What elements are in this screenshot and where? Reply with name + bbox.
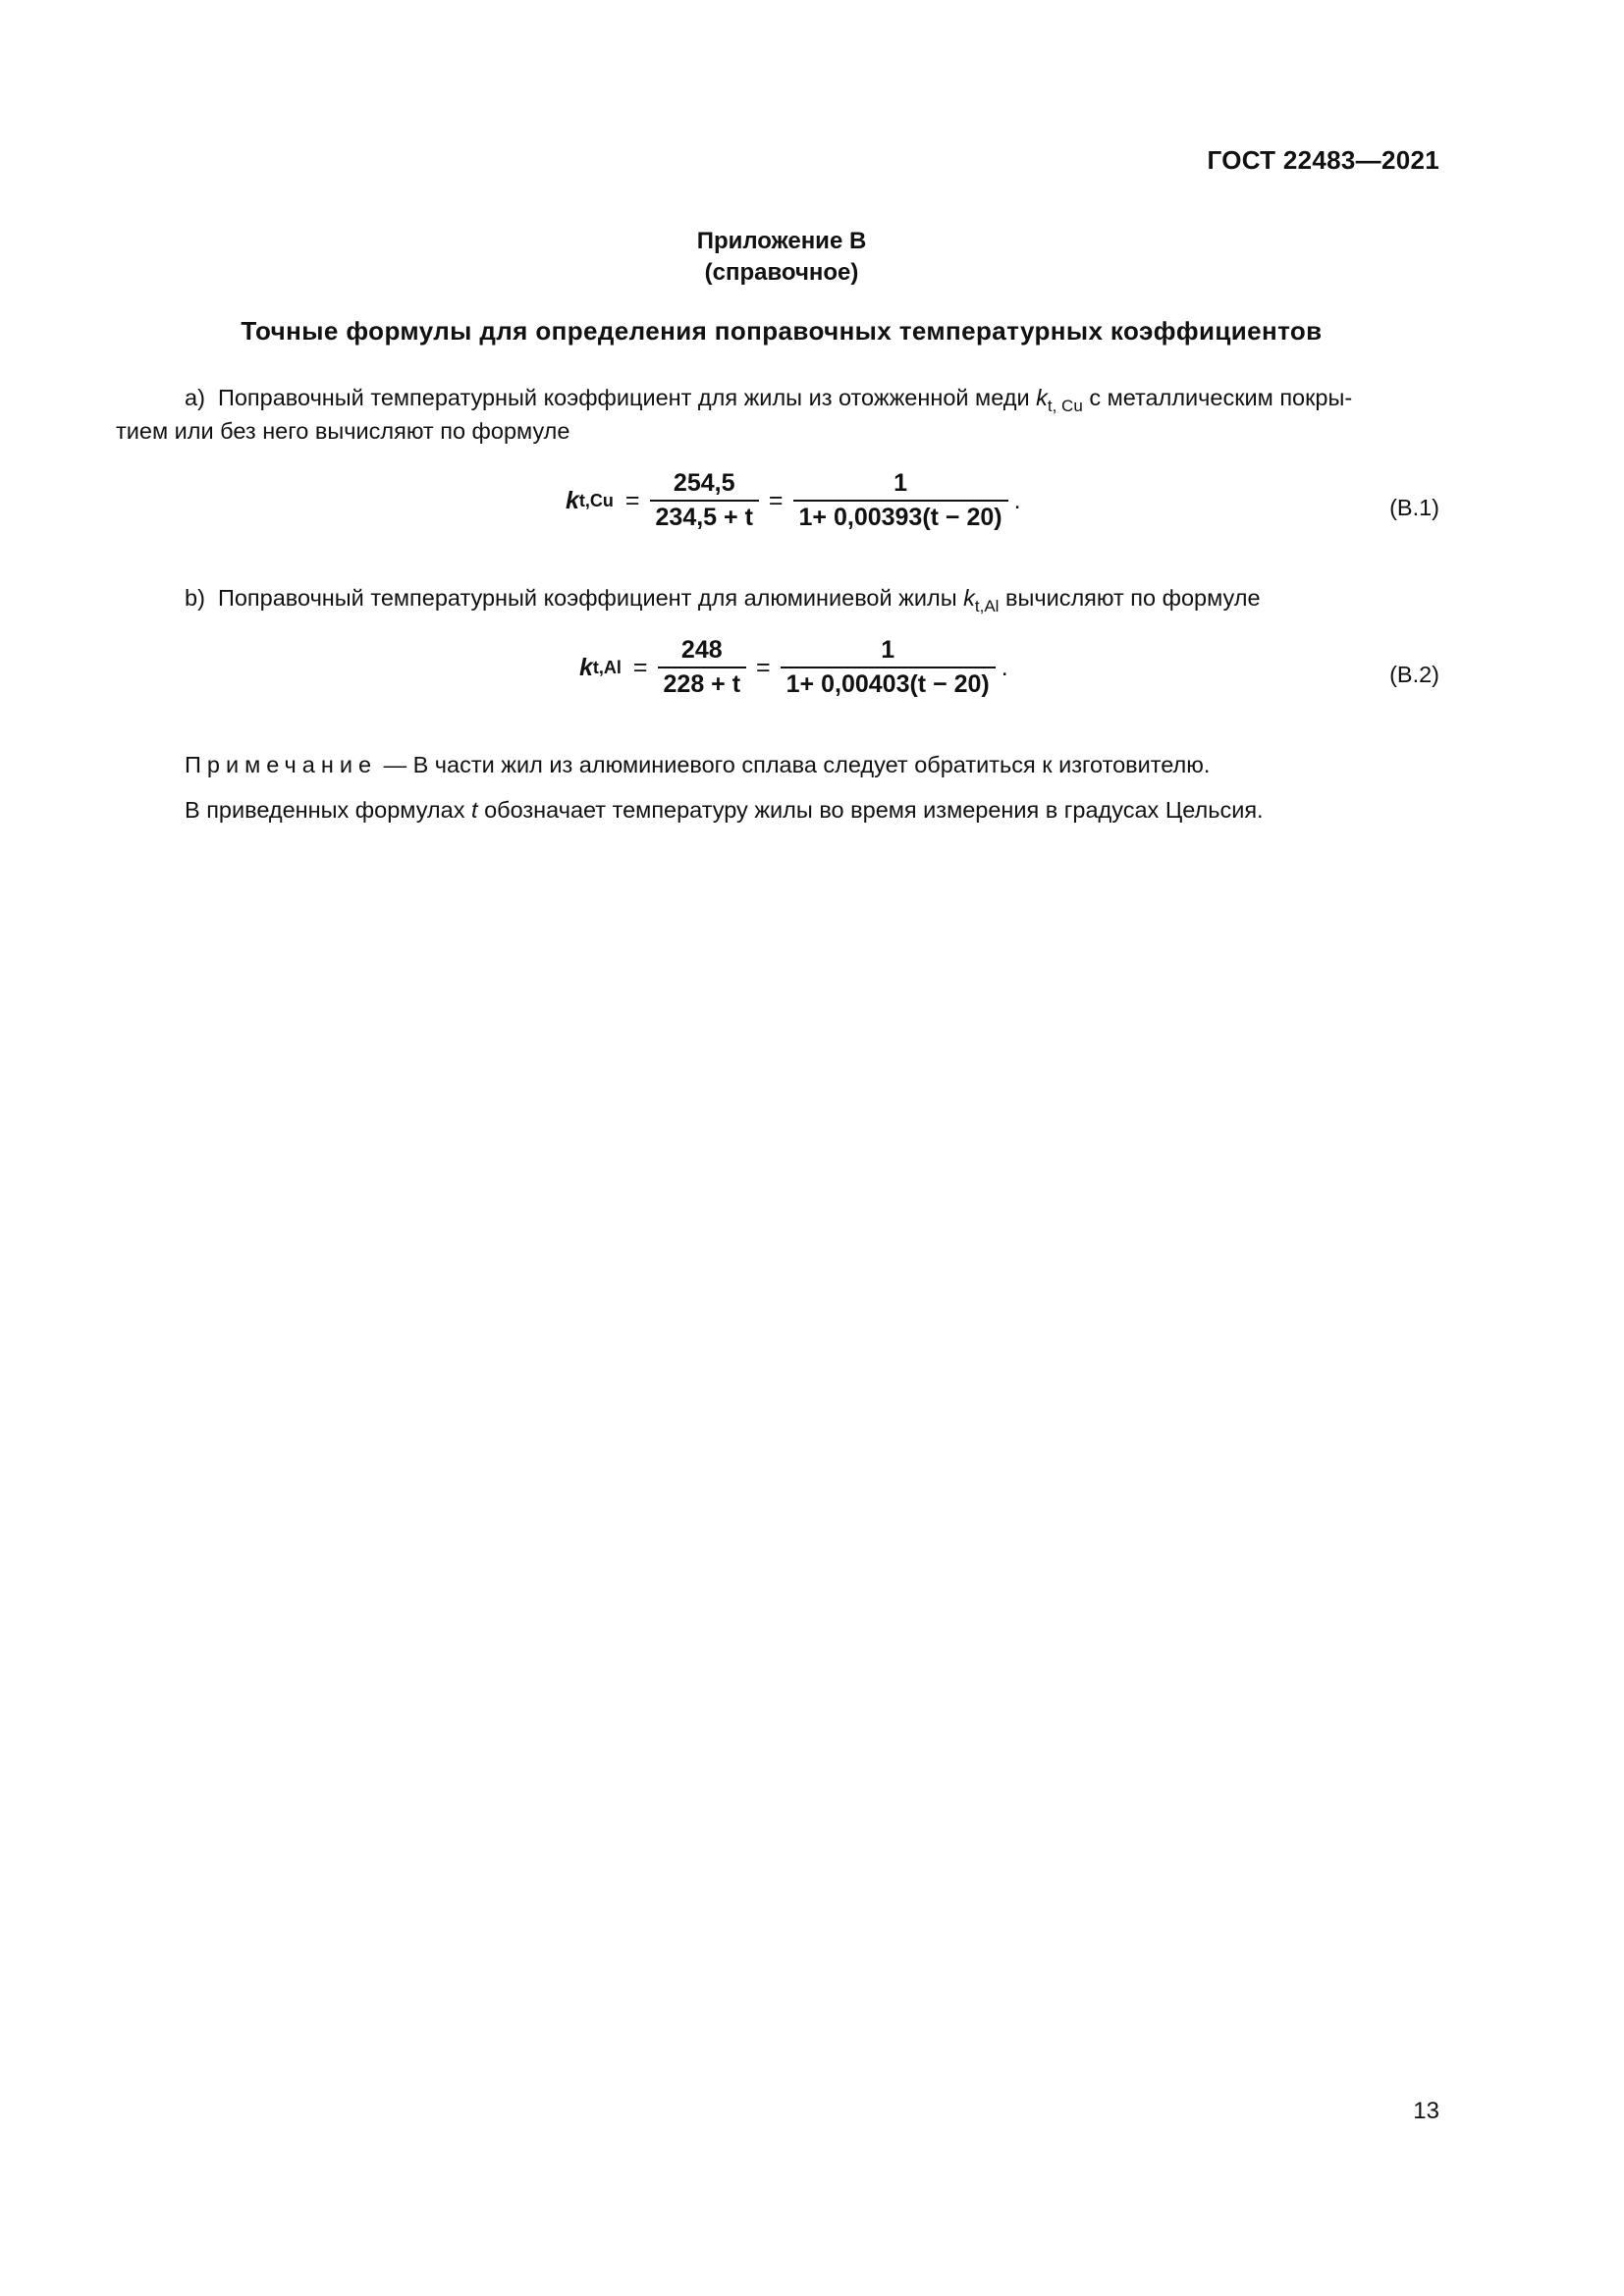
explanation-paragraph [185, 793, 1461, 827]
note-text: — В части жил из алюминиевого сплава следует обратиться к изготовителю. [383, 752, 1211, 777]
item-b-text: Поправочный температурный коэффициент для алюминиевой жилы [217, 585, 957, 611]
formula-b2-number: (В.2) [1389, 662, 1439, 687]
item-a-line2: тием или без него вычисляют по формуле [116, 418, 570, 444]
formula-b2-fraction-2-numerator: 1 [881, 636, 895, 664]
formula-b2-fraction-2 [781, 636, 996, 699]
paragraph-item-b [185, 581, 1461, 614]
appendix-title: Приложение В [696, 228, 867, 254]
formula-b1-fraction-1-denominator: 234,5 + t [650, 500, 759, 532]
formula-b1-number: (В.1) [1389, 495, 1439, 520]
item-b-symbol: k [963, 585, 975, 611]
formula-b2-fraction-2-denominator: 1+ 0,00403(t − 20) [781, 667, 996, 699]
formula-b2-fraction-1-numerator: 248 [680, 636, 723, 664]
explanation-symbol: t [471, 797, 478, 823]
item-a-text: Поправочный температурный коэффициент для жилы из отожженной меди [217, 385, 1030, 410]
item-b-text-after: вычисляют по формуле [1004, 585, 1261, 611]
formula-b2-lhs: k [579, 653, 593, 681]
formula-b1-lhs: k [566, 486, 579, 514]
appendix-subtitle: (справочное) [704, 259, 859, 286]
item-a-symbol: k [1036, 385, 1048, 410]
document-standard-number: ГОСТ 22483—2021 [1207, 145, 1439, 175]
formula-b2-fraction-1-denominator: 228 + t [658, 667, 747, 699]
paragraph-item-a [116, 381, 1443, 448]
formula-b1-fraction-2-numerator: 1 [893, 469, 908, 497]
explanation-after: обозначает температуру жилы во время измерения в градусах Цельсия. [484, 797, 1264, 823]
explanation-before: В приведенных формулах [185, 797, 465, 823]
formula-b1: k t,Cu = $\frac{254,5}{234,5 + t}$ = $\frac{1}{1+ 0,00393(t - 20)}$ . [566, 469, 1021, 531]
note-paragraph [185, 748, 1461, 781]
formula-b2: k t,Al = $\frac{248}{228 + t}$ = $\frac{1}{1+ 0,00403(t - 20)}$ . [579, 636, 1008, 698]
formula-b2-fraction-1 [658, 636, 747, 699]
item-a-symbol-subscript: t, Cu [1047, 397, 1083, 415]
section-heading: Точные формулы для определения поправочных температурных коэффициентов [241, 316, 1323, 346]
formula-b1-fraction-2-denominator: 1+ 0,00393(t − 20) [793, 500, 1008, 532]
formula-b1-fraction-1-numerator: 254,5 [673, 469, 735, 497]
page-number: 13 [1413, 2098, 1439, 2124]
item-a-text-after: с металлическим покры- [1089, 385, 1353, 410]
formula-b1-fraction-1 [650, 469, 759, 532]
item-b-marker: b) [185, 585, 205, 611]
appendix-title-block [0, 226, 1563, 289]
item-b-symbol-subscript: t,Al [974, 597, 1000, 615]
item-a-marker: а) [185, 385, 205, 410]
note-label: Примечание [185, 752, 378, 777]
formula-b1-fraction-2 [793, 469, 1008, 532]
